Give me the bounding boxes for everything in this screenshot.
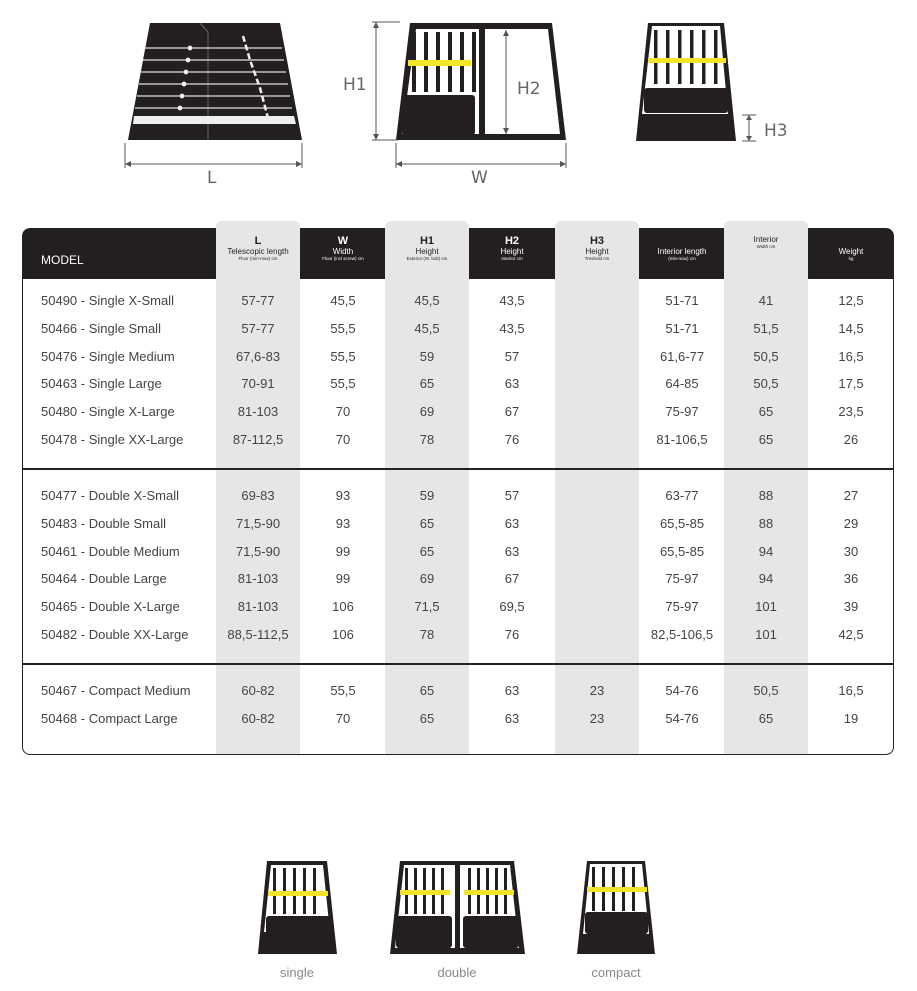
value-cell-l: 70-91: [241, 376, 275, 392]
value-cell-iw: 65: [758, 432, 774, 447]
dimensions-table: [22, 228, 894, 755]
value-cell-wt: 14,5: [838, 320, 864, 336]
model-cell: 50490 - Single X-Small: [41, 293, 174, 308]
column-header-main: H2: [504, 235, 520, 247]
value-cell-h1: 71,5: [414, 599, 440, 615]
column-header-sub: Telescopic length: [227, 247, 289, 256]
value-cell-h1: 65: [419, 543, 435, 559]
value-cell-il: 54-76: [665, 710, 699, 726]
column-header-sub: Interior length: [657, 247, 707, 256]
value-cell-il: 75-97: [665, 404, 699, 420]
value-cell-h3: 23: [589, 683, 605, 698]
model-cell: 50476 - Single Medium: [41, 348, 175, 364]
value-cell-wt: 19: [843, 710, 859, 726]
value-cell-h2: 69,5: [499, 599, 525, 615]
dimension-label-h3: H3: [764, 121, 788, 141]
value-cell-h2: 63: [504, 683, 520, 698]
value-cell-wt: 29: [843, 515, 859, 531]
value-cell-iw: 65: [758, 404, 774, 420]
value-cell-il: 51-71: [665, 293, 699, 308]
value-cell-l: 71,5-90: [235, 515, 281, 531]
value-cell-h1: 59: [419, 348, 435, 364]
value-cell-h1: 69: [419, 571, 435, 587]
dimension-label-h1: H1: [343, 75, 367, 95]
column-header-wt: [809, 229, 893, 279]
value-cell-iw: 94: [758, 571, 774, 587]
value-cell-iw: 88: [758, 515, 774, 531]
value-cell-l: 88,5-112,5: [227, 627, 289, 642]
value-cell-h1: 45,5: [414, 293, 440, 308]
group-divider: [22, 663, 893, 665]
column-header-iw: [724, 221, 808, 279]
value-cell-wt: 12,5: [838, 293, 864, 308]
value-cell-l: 81-103: [237, 404, 279, 420]
double-crate-icon: [390, 861, 525, 954]
value-cell-wt: 27: [843, 488, 859, 503]
value-cell-w: 55,5: [330, 376, 356, 392]
value-cell-w: 70: [335, 432, 351, 447]
value-cell-h2: 43,5: [499, 293, 525, 308]
model-cell: 50478 - Single XX-Large: [41, 432, 184, 447]
value-cell-l: 60-82: [241, 683, 275, 698]
column-header-main: L: [254, 235, 262, 247]
column-header-sub: Height: [500, 247, 524, 256]
value-cell-iw: 50,5: [753, 683, 779, 698]
value-cell-h2: 67: [504, 571, 520, 587]
column-header-sub: Interior: [753, 235, 779, 244]
value-cell-h1: 65: [419, 376, 435, 392]
model-cell: 50468 - Compact Large: [41, 710, 178, 726]
value-cell-h2: 76: [504, 627, 520, 642]
column-header-h3: [555, 221, 639, 279]
column-header-main: H1: [419, 235, 435, 247]
value-cell-l: 60-82: [241, 710, 275, 726]
group-divider: [22, 468, 893, 470]
value-cell-il: 75-97: [665, 599, 699, 615]
value-cell-il: 75-97: [665, 571, 699, 587]
value-cell-il: 65,5-85: [659, 515, 705, 531]
column-header-sub: Height: [585, 247, 609, 256]
value-cell-il: 64-85: [665, 376, 699, 392]
value-cell-il: 63-77: [665, 488, 699, 503]
value-cell-wt: 16,5: [838, 348, 864, 364]
dimension-label-l: L: [207, 168, 217, 188]
single-crate-icon: [258, 861, 337, 954]
column-header-h2: [470, 229, 554, 279]
column-header-il: [640, 229, 724, 279]
value-cell-w: 70: [335, 710, 351, 726]
column-shade-h3: [555, 229, 639, 754]
value-cell-h2: 63: [504, 376, 520, 392]
value-cell-w: 99: [335, 543, 351, 559]
value-cell-w: 99: [335, 571, 351, 587]
value-cell-wt: 17,5: [838, 376, 864, 392]
value-cell-h1: 78: [419, 432, 435, 447]
value-cell-wt: 26: [843, 432, 859, 447]
dimension-diagrams: [0, 0, 917, 200]
value-cell-wt: 42,5: [838, 627, 864, 642]
value-cell-l: 57-77: [241, 320, 275, 336]
dimension-label-h2: H2: [517, 79, 541, 99]
side-view-crate: [125, 23, 302, 168]
value-cell-w: 55,5: [330, 348, 356, 364]
value-cell-l: 81-103: [237, 571, 279, 587]
crate-type-icons: [0, 850, 917, 960]
single-caption: single: [280, 965, 314, 980]
value-cell-l: 81-103: [237, 599, 279, 615]
model-cell: 50480 - Single X-Large: [41, 404, 175, 420]
column-header-l: [216, 221, 300, 279]
value-cell-h2: 57: [504, 488, 520, 503]
model-cell: 50477 - Double X-Small: [41, 488, 180, 503]
value-cell-h2: 63: [504, 710, 520, 726]
compact-view-crate: [636, 23, 756, 141]
value-cell-h1: 45,5: [414, 320, 440, 336]
value-cell-iw: 50,5: [753, 376, 779, 392]
model-cell: 50464 - Double Large: [41, 571, 167, 587]
value-cell-h1: 65: [419, 710, 435, 726]
value-cell-l: 57-77: [241, 293, 275, 308]
value-cell-il: 51-71: [665, 320, 699, 336]
value-cell-w: 45,5: [330, 293, 356, 308]
model-cell: 50466 - Single Small: [41, 320, 161, 336]
column-header-main: W: [337, 235, 349, 247]
value-cell-h2: 67: [504, 404, 520, 420]
value-cell-w: 93: [335, 488, 351, 503]
value-cell-l: 71,5-90: [235, 543, 281, 559]
model-cell: 50461 - Double Medium: [41, 543, 180, 559]
value-cell-wt: 39: [843, 599, 859, 615]
value-cell-iw: 41: [758, 293, 774, 308]
value-cell-il: 82,5-106,5: [650, 627, 714, 642]
value-cell-h2: 43,5: [499, 320, 525, 336]
compact-caption: compact: [591, 965, 641, 980]
dimension-label-w: W: [471, 168, 488, 188]
value-cell-w: 55,5: [330, 683, 356, 698]
value-cell-h2: 63: [504, 515, 520, 531]
value-cell-il: 81-106,5: [656, 432, 708, 447]
column-header-w: [301, 229, 385, 279]
value-cell-il: 54-76: [665, 683, 699, 698]
value-cell-il: 65,5-85: [659, 543, 705, 559]
column-header-unit: Floor (min-max) cm: [238, 256, 278, 261]
double-caption: double: [437, 965, 477, 980]
value-cell-l: 87-112,5: [232, 432, 284, 447]
value-cell-iw: 94: [758, 543, 774, 559]
column-header-sub: Width: [332, 247, 354, 256]
value-cell-h3: 23: [589, 710, 605, 726]
model-cell: 50465 - Double X-Large: [41, 599, 180, 615]
column-header-unit: Exterior (W. bolt) cm: [406, 256, 448, 261]
value-cell-l: 67,6-83: [235, 348, 281, 364]
column-header-unit: Treshold cm: [584, 256, 610, 261]
value-cell-h1: 65: [419, 515, 435, 531]
value-cell-il: 61,6-77: [659, 348, 705, 364]
model-column-header: MODEL: [41, 253, 84, 267]
value-cell-l: 69-83: [241, 488, 275, 503]
value-cell-w: 106: [332, 627, 354, 642]
value-cell-iw: 101: [755, 627, 777, 642]
value-cell-iw: 101: [755, 599, 777, 615]
value-cell-w: 70: [335, 404, 351, 420]
value-cell-wt: 23,5: [838, 404, 864, 420]
value-cell-w: 106: [332, 599, 354, 615]
value-cell-iw: 50,5: [753, 348, 779, 364]
value-cell-wt: 16,5: [838, 683, 864, 698]
compact-crate-icon: [577, 861, 655, 954]
value-cell-w: 93: [335, 515, 351, 531]
value-cell-h2: 76: [504, 432, 520, 447]
column-header-unit: Interior cm: [501, 256, 523, 261]
column-header-unit: Width cm: [756, 244, 776, 249]
model-cell: 50463 - Single Large: [41, 376, 162, 392]
value-cell-h1: 59: [419, 488, 435, 503]
column-header-unit: Floor (incl screw) cm: [322, 256, 364, 261]
column-header-sub: Height: [415, 247, 439, 256]
model-cell: 50482 - Double XX-Large: [41, 627, 189, 642]
value-cell-w: 55,5: [330, 320, 356, 336]
value-cell-iw: 65: [758, 710, 774, 726]
column-header-unit: kg: [848, 256, 854, 261]
column-header-unit: (min-max) cm: [668, 256, 696, 261]
value-cell-h1: 69: [419, 404, 435, 420]
model-cell: 50483 - Double Small: [41, 515, 167, 531]
value-cell-iw: 51,5: [753, 320, 779, 336]
value-cell-wt: 30: [843, 543, 859, 559]
value-cell-h1: 78: [419, 627, 435, 642]
value-cell-wt: 36: [843, 571, 859, 587]
column-header-h1: [385, 221, 469, 279]
value-cell-h2: 57: [504, 348, 520, 364]
value-cell-h1: 65: [419, 683, 435, 698]
column-header-sub: Weight: [838, 247, 864, 256]
value-cell-h2: 63: [504, 543, 520, 559]
column-header-main: H3: [589, 235, 605, 247]
value-cell-iw: 88: [758, 488, 774, 503]
model-cell: 50467 - Compact Medium: [41, 683, 191, 698]
